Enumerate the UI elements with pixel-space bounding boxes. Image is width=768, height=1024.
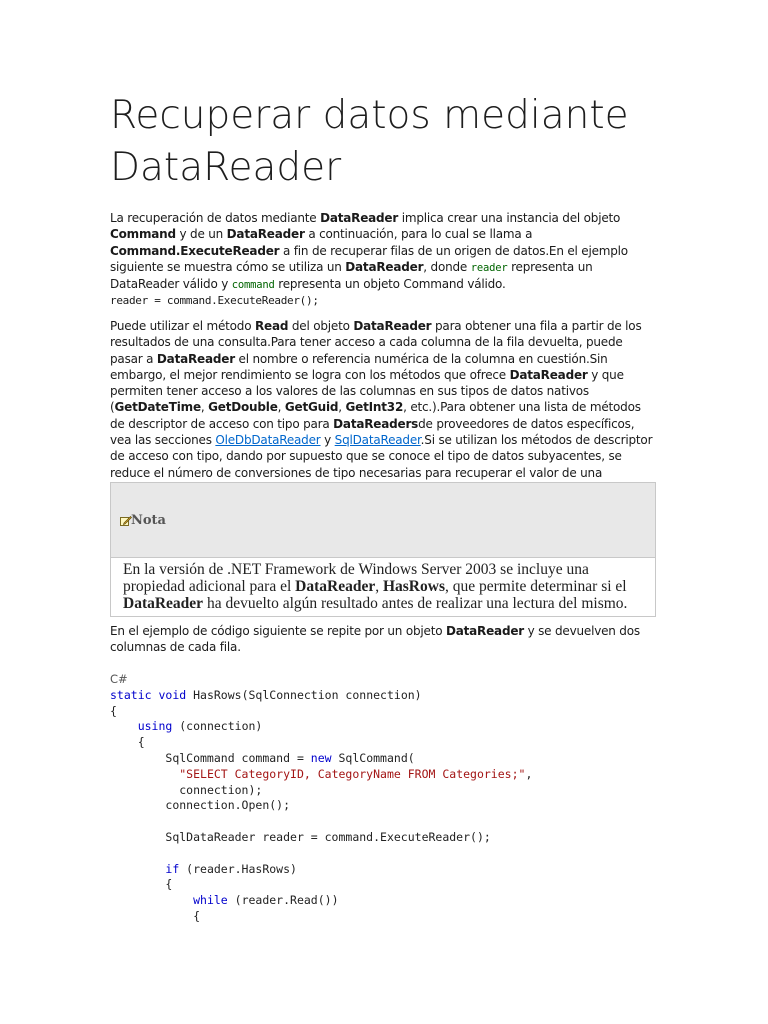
- text: el nombre o referencia numérica de la columna en cuestión.Sin embargo, el mejor rendimiento se logra con los métodos que ofrece: [110, 351, 608, 382]
- text: En el ejemplo de código siguiente se repite por un objeto: [110, 624, 446, 638]
- text: ha devuelto algún resultado antes de realizar una lectura del mismo.: [203, 595, 628, 612]
- text: implica crear una instancia del objeto: [398, 211, 621, 225]
- link-oledbdatareader[interactable]: OleDbDataReader: [215, 433, 321, 448]
- code-text: SqlCommand command =: [165, 750, 311, 765]
- code-text: {: [193, 908, 201, 923]
- bold-term: Read: [254, 319, 289, 333]
- text: , etc.).Para obtener una lista de métodos de descriptor de acceso con tipo para: [110, 400, 641, 431]
- text: En la versión de .NET Framework de Windows Server 2003 se incluye una propiedad adicional para el: [123, 561, 589, 595]
- bold-term: DataReaders: [333, 416, 419, 431]
- bold-term: DataReader: [509, 367, 588, 382]
- bold-term: Command.ExecuteReader: [110, 243, 280, 258]
- text: ,: [200, 400, 209, 415]
- code-text: {: [165, 877, 173, 892]
- example-paragraph: [110, 623, 656, 656]
- bold-term: GetInt32: [345, 400, 404, 415]
- bold-term: HasRows: [382, 578, 445, 595]
- read-method-paragraph: [110, 318, 656, 497]
- note-header: [111, 483, 655, 558]
- code-text: ,: [525, 766, 533, 781]
- text: para obtener una fila a partir de los resultados de una consulta.Para tener acceso a cada columna de la fila devuelta, puede pasar a: [110, 319, 642, 366]
- text: , que permite determinar si el: [444, 578, 627, 595]
- code-block: [110, 672, 670, 925]
- text: y se devuelven dos columnas de cada fila.: [110, 624, 640, 655]
- keyword: void: [158, 687, 187, 702]
- text: representa un DataReader válido y: [110, 259, 593, 292]
- note-box: [110, 482, 656, 617]
- text: ,: [375, 578, 383, 595]
- intro-paragraph: [110, 210, 656, 310]
- bold-term: DataReader: [345, 259, 424, 274]
- code-text: connection.Open();: [165, 798, 291, 813]
- code-language-label: C#: [110, 672, 128, 686]
- code-text: (reader.Read()): [227, 893, 339, 908]
- bold-term: DataReader: [295, 578, 376, 595]
- text: y de un: [175, 227, 227, 242]
- keyword: new: [310, 750, 332, 765]
- text: ,: [277, 400, 285, 415]
- note-body: [111, 558, 655, 612]
- text: .Si se utilizan los métodos de descriptor de acceso con tipo, dando por supuesto que se conoce el tipo de datos subyacentes, se reduce el número de conversiones de tipo necesarias para recuperar el valor de una: [110, 433, 653, 480]
- note-title: Nota: [131, 513, 166, 528]
- keyword: static: [110, 687, 152, 702]
- text: de proveedores de datos específicos, vea las secciones: [110, 416, 635, 448]
- inline-code: reader: [470, 261, 508, 274]
- string-literal: "SELECT CategoryID, CategoryName FROM Categories;": [179, 766, 526, 781]
- keyword: if: [165, 861, 180, 876]
- code-text: HasRows(SqlConnection connection): [186, 687, 422, 702]
- text: ,: [338, 400, 346, 415]
- bold-term: DataReader: [123, 595, 204, 612]
- bold-term: DataReader: [226, 227, 305, 242]
- code-text: {: [110, 703, 117, 718]
- bold-term: DataReader: [445, 624, 524, 638]
- bold-term: GetDateTime: [114, 400, 201, 415]
- bold-term: DataReader: [320, 211, 399, 225]
- code-text: SqlDataReader reader = command.ExecuteReader();: [165, 829, 491, 844]
- code-snippet: reader = command.ExecuteReader();: [110, 294, 319, 308]
- text: y: [320, 433, 335, 448]
- text: representa un objeto Command válido.: [274, 277, 506, 292]
- text: y que permiten tener acceso a los valores de las columnas en sus tipos de datos nativos (: [110, 367, 624, 415]
- text: Puede utilizar el método: [110, 319, 255, 333]
- code-text: SqlCommand(: [331, 750, 415, 765]
- bold-term: GetDouble: [208, 400, 278, 415]
- bold-term: DataReader: [353, 319, 432, 333]
- bold-term: DataReader: [156, 351, 235, 366]
- code-text: connection);: [179, 782, 263, 797]
- text: a continuación, para lo cual se llama a: [304, 227, 533, 242]
- code-text: {: [137, 735, 145, 750]
- link-sqldatareader[interactable]: SqlDataReader: [334, 433, 421, 448]
- text: a fin de recuperar filas de un origen de datos.En el ejemplo siguiente se muestra cómo se utiliza un: [110, 243, 628, 274]
- text: del objeto: [288, 319, 354, 333]
- inline-code: command: [231, 279, 275, 292]
- keyword: using: [137, 719, 173, 734]
- page-title: Recuperar datos mediante DataReader: [110, 93, 629, 190]
- keyword: while: [193, 893, 228, 908]
- text: La recuperación de datos mediante: [110, 211, 321, 225]
- code-text: (reader.HasRows): [179, 861, 297, 876]
- text: , donde: [423, 259, 471, 274]
- bold-term: GetGuid: [284, 400, 339, 415]
- bold-term: Command: [110, 227, 176, 242]
- code-text: (connection): [172, 719, 263, 734]
